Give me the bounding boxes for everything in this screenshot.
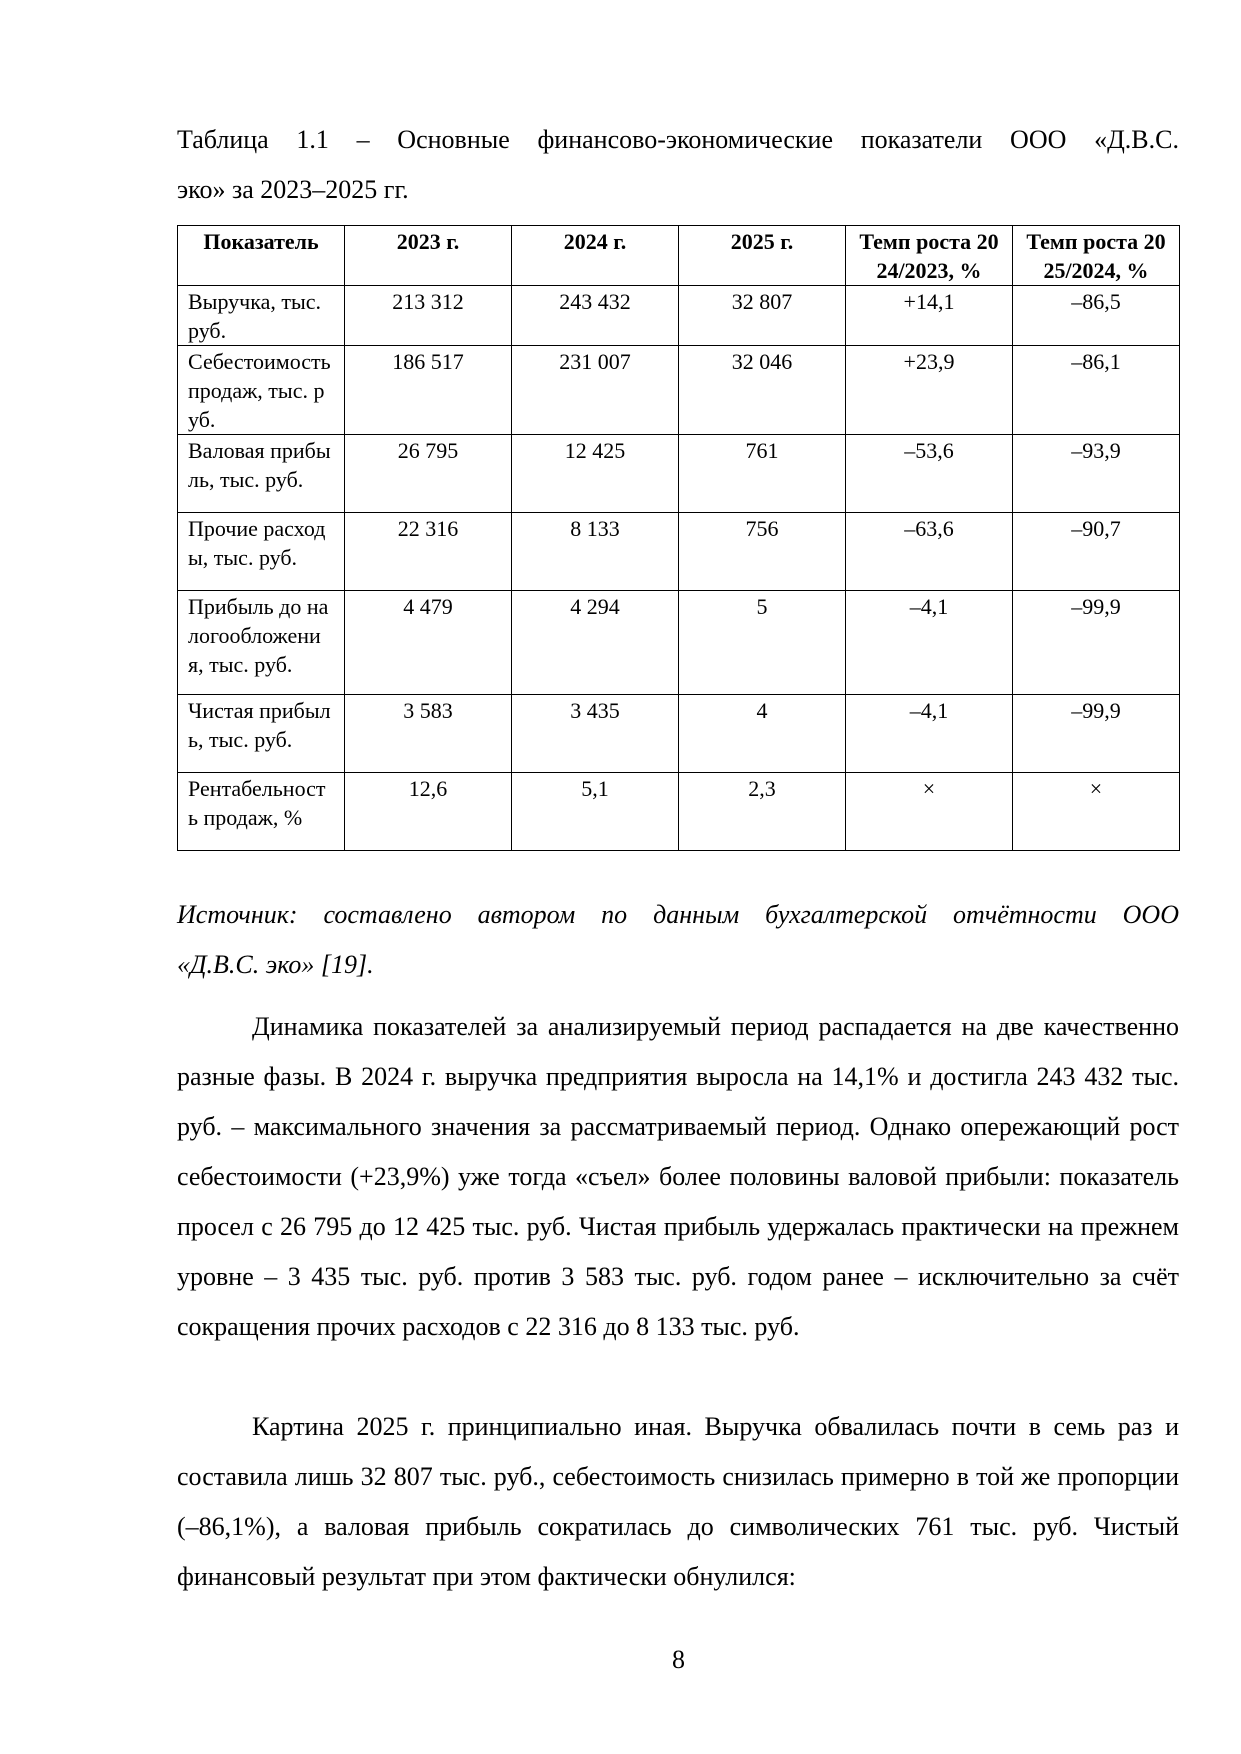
cell-2024: 4 294 <box>512 591 679 695</box>
body-paragraph: Динамика показателей за анализируемый период распадается на две качественно разные фазы. В 2024 г. выручка предприятия выросла на 14,1% и достигла 243 432 тыс. руб. – максимального значения за рассматриваемый период. Однако опережающий рост себестоимости (+23,9%) уже тогда «съел» более половины валовой прибыли: показатель просел с 26 795 до 12 425 тыс. руб. Чистая прибыль удержалась практически на прежнем уровне – 3 435 тыс. руб. против 3 583 тыс. руб. годом ранее – исключительно за счёт сокращения прочих расходов с 22 316 до 8 133 тыс. руб. <box>177 1012 1179 1341</box>
table-row <box>178 513 1180 591</box>
cell-2023: 186 517 <box>345 346 512 435</box>
source-line-1: Источник: составлено автором по данным бухгалтерской отчётности ООО <box>177 900 1179 929</box>
header-growth-2025-2024: Темп роста 2025/2024, % <box>1013 226 1180 286</box>
row-indicator: Выручка, тыс. руб. <box>178 286 345 346</box>
table-source-note <box>177 890 1179 990</box>
table-caption <box>177 115 1179 215</box>
cell-2024: 8 133 <box>512 513 679 591</box>
cell-growth-2024-2023: +23,9 <box>846 346 1013 435</box>
cell-2025: 32 046 <box>679 346 846 435</box>
cell-growth-2025-2024: –86,5 <box>1013 286 1180 346</box>
financial-indicators-table <box>177 225 1180 851</box>
cell-growth-2025-2024: –90,7 <box>1013 513 1180 591</box>
row-indicator: Прочие расходы, тыс. руб. <box>178 513 345 591</box>
cell-2024: 243 432 <box>512 286 679 346</box>
cell-2023: 26 795 <box>345 435 512 513</box>
cell-2023: 3 583 <box>345 695 512 773</box>
table-caption-line-2: эко» за 2023–2025 гг. <box>177 175 409 204</box>
cell-2025: 5 <box>679 591 846 695</box>
table-row <box>178 435 1180 513</box>
cell-growth-2024-2023: –4,1 <box>846 695 1013 773</box>
header-2025: 2025 г. <box>679 226 846 286</box>
table-row <box>178 773 1180 851</box>
cell-growth-2024-2023: –4,1 <box>846 591 1013 695</box>
header-growth-2024-2023: Темп роста 2024/2023, % <box>846 226 1013 286</box>
cell-growth-2024-2023: +14,1 <box>846 286 1013 346</box>
table-header-row <box>178 226 1180 286</box>
cell-growth-2025-2024: –93,9 <box>1013 435 1180 513</box>
cell-2025: 761 <box>679 435 846 513</box>
body-paragraph: Картина 2025 г. принципиально иная. Выручка обвалилась почти в семь раз и составила лишь 32 807 тыс. руб., себестоимость снизилась примерно в той же пропорции (–86,1%), а валовая прибыль сократилась до символических 761 тыс. руб. Чистый финансовый результат при этом фактически обнулился: <box>177 1412 1179 1591</box>
cell-2025: 32 807 <box>679 286 846 346</box>
table-row <box>178 286 1180 346</box>
row-indicator: Валовая прибыль, тыс. руб. <box>178 435 345 513</box>
header-2024: 2024 г. <box>512 226 679 286</box>
cell-2024: 231 007 <box>512 346 679 435</box>
cell-2024: 3 435 <box>512 695 679 773</box>
row-indicator: Прибыль до налогообложения, тыс. руб. <box>178 591 345 695</box>
row-indicator: Рентабельность продаж, % <box>178 773 345 851</box>
cell-2025: 2,3 <box>679 773 846 851</box>
cell-2024: 5,1 <box>512 773 679 851</box>
cell-growth-2025-2024: –99,9 <box>1013 591 1180 695</box>
cell-2024: 12 425 <box>512 435 679 513</box>
cell-growth-2025-2024: × <box>1013 773 1180 851</box>
table-body <box>178 286 1180 851</box>
source-line-2: «Д.В.С. эко» [19]. <box>177 950 374 979</box>
table-header <box>178 226 1180 286</box>
page-number: 8 <box>672 1645 685 1674</box>
cell-2023: 213 312 <box>345 286 512 346</box>
cell-growth-2024-2023: –63,6 <box>846 513 1013 591</box>
row-indicator: Чистая прибыль, тыс. руб. <box>178 695 345 773</box>
cell-growth-2025-2024: –86,1 <box>1013 346 1180 435</box>
table-row <box>178 346 1180 435</box>
cell-growth-2024-2023: × <box>846 773 1013 851</box>
cell-2023: 22 316 <box>345 513 512 591</box>
cell-2025: 756 <box>679 513 846 591</box>
cell-2025: 4 <box>679 695 846 773</box>
cell-2023: 4 479 <box>345 591 512 695</box>
header-indicator: Показатель <box>178 226 345 286</box>
cell-2023: 12,6 <box>345 773 512 851</box>
row-indicator: Себестоимость продаж, тыс. руб. <box>178 346 345 435</box>
cell-growth-2024-2023: –53,6 <box>846 435 1013 513</box>
table-row <box>178 695 1180 773</box>
table-caption-line-1: Таблица 1.1 – Основные финансово-экономические показатели ООО «Д.В.С. <box>177 125 1179 154</box>
table-row <box>178 591 1180 695</box>
header-2023: 2023 г. <box>345 226 512 286</box>
cell-growth-2025-2024: –99,9 <box>1013 695 1180 773</box>
